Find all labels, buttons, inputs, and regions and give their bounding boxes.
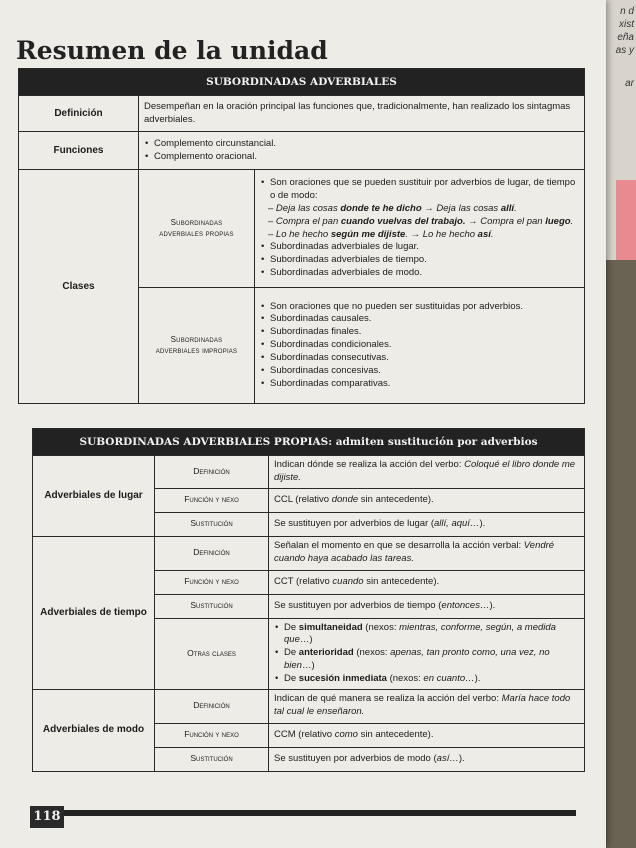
list-item: • Subordinadas adverbiales de modo. (270, 267, 579, 280)
sub-label-sustitucion: Sustitución (155, 747, 269, 771)
side-fragment: xist (619, 19, 634, 30)
list-item: • Subordinadas condicionales. (270, 339, 579, 352)
list-item: • Son oraciones que se pueden sustituir por adverbios de lugar, de tiempo o de modo: (270, 177, 579, 203)
sub-label-sustitucion: Sustitución (155, 512, 269, 536)
impropias-label (139, 288, 255, 404)
list-item: • Subordinadas concesivas. (270, 365, 579, 378)
lugar-funcion: CCL (relativo donde sin antecedente). (269, 488, 585, 512)
list-item: • De simultaneidad (nexos: mientras, conforme, según, a medida que…) (284, 622, 579, 648)
list-item: • Complemento oracional. (154, 151, 579, 164)
side-fragment: ar (625, 78, 634, 89)
sub-label-sustitucion: Sustitución (155, 594, 269, 618)
sub-label-definicion: Definición (155, 456, 269, 489)
label-line: adverbiales impropias (155, 345, 238, 355)
example-line: – Deja las cosas donde te he dicho → Deja las cosas allí. (268, 202, 517, 214)
list-item: • De sucesión inmediata (nexos: en cuanto…). (284, 673, 579, 686)
side-fragment: n d (620, 6, 634, 17)
modo-sustitucion: Se sustituyen por adverbios de modo (así…). (269, 747, 585, 771)
footer-bar (30, 810, 576, 816)
example-line: – Compra el pan cuando vuelvas del trabajo. → Compra el pan luego. (268, 215, 574, 227)
row-label-definicion: Definición (19, 96, 139, 132)
definicion-text: Desempeñan en la oración principal las funciones que, tradicionalmente, han realizado los sintagmas adverbiales. (139, 96, 585, 132)
label-line: Subordinadas (170, 334, 223, 344)
tiempo-sustitucion: Se sustituyen por adverbios de tiempo (entonces…). (269, 594, 585, 618)
page-title: Resumen de la unidad (16, 36, 328, 65)
funciones-list (139, 132, 585, 170)
side-fragment: eña (617, 32, 634, 43)
sub-label-definicion: Definición (155, 536, 269, 570)
row-label-tiempo: Adverbiales de tiempo (33, 536, 155, 689)
modo-definicion: Indican de qué manera se realiza la acción del verbo: María hace todo tal cual le enseñaron. (269, 689, 585, 723)
table-header: SUBORDINADAS ADVERBIALES PROPIAS: admiten sustitución por adverbios (33, 429, 585, 456)
summary-table-adverbiales (18, 68, 585, 404)
list-item: • Complemento circunstancial. (154, 138, 579, 151)
list-item: • Subordinadas comparativas. (270, 378, 579, 391)
list-item: • Subordinadas adverbiales de lugar. (270, 241, 579, 254)
propias-content (255, 170, 585, 288)
row-label-clases: Clases (19, 170, 139, 404)
lugar-definicion: Indican dónde se realiza la acción del verbo: Coloqué el libro donde me dijiste. (269, 456, 585, 489)
summary-table-propias (32, 428, 585, 772)
row-label-funciones: Funciones (19, 132, 139, 170)
list-item: • De anterioridad (nexos: apenas, tan pronto como, una vez, no bien…) (284, 647, 579, 673)
impropias-content (255, 288, 585, 404)
propias-label (139, 170, 255, 288)
pink-tab (616, 180, 636, 260)
label-line: Subordinadas (170, 217, 223, 227)
sub-label-funcion: Función y nexo (155, 570, 269, 594)
side-fragment: as y (615, 45, 634, 56)
label-line: adverbiales propias (159, 228, 234, 238)
list-item: • Subordinadas adverbiales de tiempo. (270, 254, 579, 267)
tiempo-funcion: CCT (relativo cuando sin antecedente). (269, 570, 585, 594)
example-line: – Lo he hecho según me dijiste. → Lo he hecho así. (268, 228, 494, 240)
modo-funcion: CCM (relativo como sin antecedente). (269, 723, 585, 747)
sub-label-definicion: Definición (155, 689, 269, 723)
list-item: • Subordinadas finales. (270, 326, 579, 339)
lugar-sustitucion: Se sustituyen por adverbios de lugar (allí, aquí…). (269, 512, 585, 536)
sub-label-otras: Otras clases (155, 618, 269, 689)
tiempo-definicion: Señalan el momento en que se desarrolla la acción verbal: Vendré cuando haya acabado las tareas. (269, 536, 585, 570)
row-label-modo: Adverbiales de modo (33, 689, 155, 771)
sub-label-funcion: Función y nexo (155, 488, 269, 512)
sub-label-funcion: Función y nexo (155, 723, 269, 747)
list-item: • Subordinadas consecutivas. (270, 352, 579, 365)
tiempo-otras (269, 618, 585, 689)
list-item: • Subordinadas causales. (270, 313, 579, 326)
table-header: SUBORDINADAS ADVERBIALES (19, 69, 585, 96)
page-number: 118 (30, 806, 64, 828)
list-item: • Son oraciones que no pueden ser sustituidas por adverbios. (270, 301, 579, 314)
row-label-lugar: Adverbiales de lugar (33, 456, 155, 537)
